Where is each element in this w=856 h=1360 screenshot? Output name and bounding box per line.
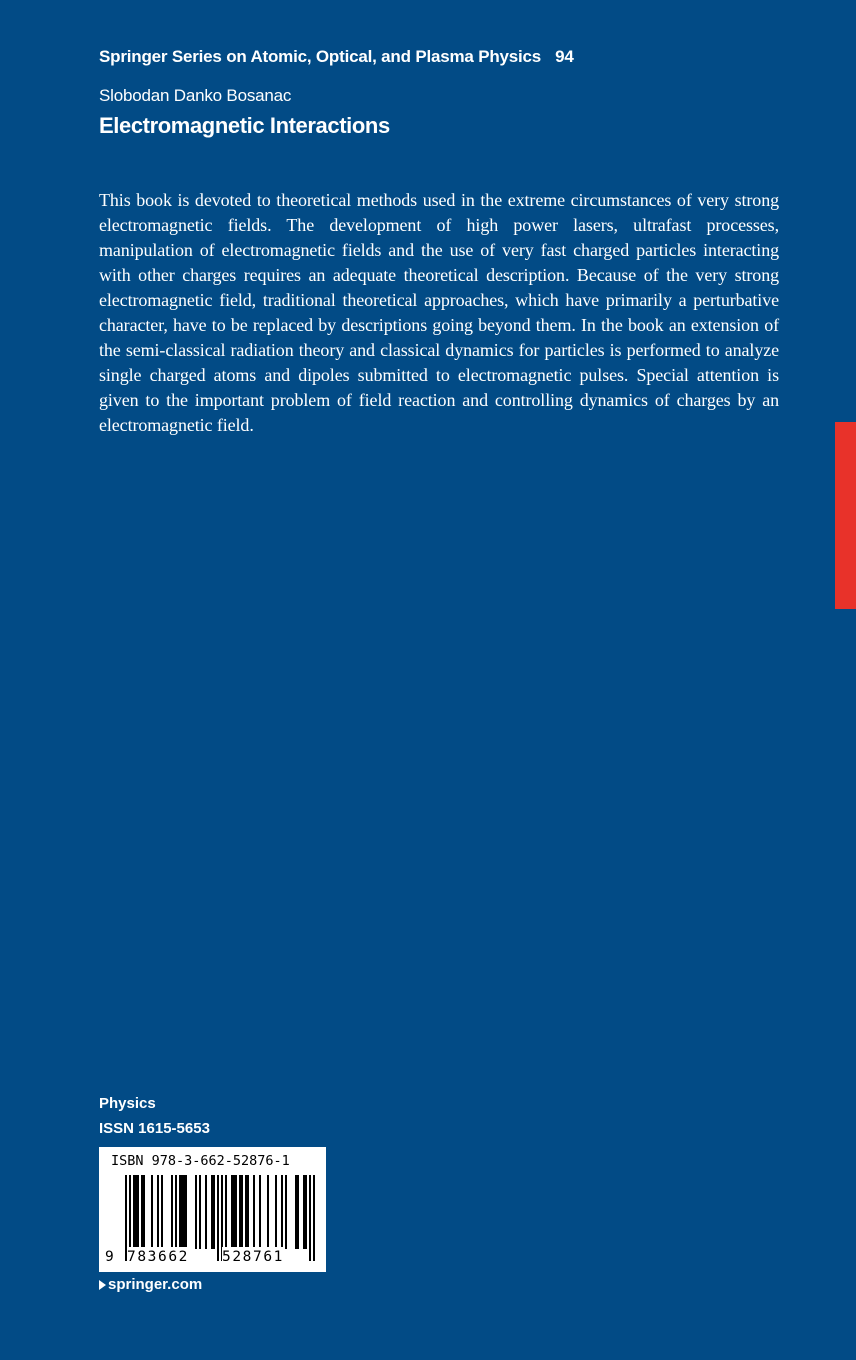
book-title: Electromagnetic Interactions bbox=[99, 113, 390, 138]
barcode-digit-first: 9 bbox=[105, 1249, 116, 1265]
isbn-label: ISBN 978-3-662-52876-1 bbox=[111, 1153, 290, 1169]
barcode-bar bbox=[205, 1175, 207, 1249]
website-link[interactable] bbox=[99, 1276, 202, 1293]
barcode-bar bbox=[185, 1175, 187, 1249]
website-text: springer.com bbox=[108, 1276, 203, 1293]
barcode-bar bbox=[297, 1175, 299, 1249]
barcode-bar bbox=[151, 1175, 153, 1249]
barcode-bar bbox=[275, 1175, 277, 1249]
barcode-bar bbox=[245, 1175, 247, 1249]
barcode-bar bbox=[137, 1175, 139, 1249]
barcode-bar bbox=[267, 1175, 269, 1249]
barcode-bar bbox=[181, 1175, 183, 1249]
barcode-bar bbox=[281, 1175, 283, 1249]
series-name: Springer Series on Atomic, Optical, and Plasma Physics bbox=[99, 47, 542, 66]
barcode-bar bbox=[285, 1175, 287, 1249]
barcode-digits-right: 528761 bbox=[222, 1249, 284, 1265]
issn-label: ISSN 1615-5653 bbox=[99, 1120, 210, 1137]
barcode-bar bbox=[143, 1175, 145, 1249]
barcode-bar bbox=[303, 1175, 305, 1249]
barcode-bar bbox=[183, 1175, 185, 1249]
barcode-bar bbox=[235, 1175, 237, 1249]
barcode-bar bbox=[195, 1175, 197, 1249]
barcode-bar bbox=[175, 1175, 177, 1249]
barcode-bar bbox=[133, 1175, 135, 1249]
barcode-bar bbox=[211, 1175, 213, 1249]
barcode-bar bbox=[199, 1175, 201, 1249]
barcode-bar bbox=[157, 1175, 159, 1249]
barcode-bar bbox=[253, 1175, 255, 1249]
arrow-right-icon bbox=[99, 1280, 106, 1290]
barcode-bar bbox=[171, 1175, 173, 1249]
series-line bbox=[99, 47, 574, 67]
barcode-bar bbox=[225, 1175, 227, 1249]
book-description: This book is devoted to theoretical methods used in the extreme circumstances of very strong electromagnetic fields. The development of high power lasers, ultrafast processes, manipulation of electromagnetic fields and the use of very fast charged particles interacting with other charges requires an adequate theoretical description. Because of the very strong electromagnetic field, traditional theoretical approaches, which have primarily a perturbative character, have to be replaced by descriptions going beyond them. In the book an extension of the semi-classical radiation theory and classical dynamics for particles is performed to analyze single charged atoms and dipoles submitted to electromagnetic pulses. Special attention is given to the important problem of field reaction and controlling dynamics of charges by an electromagnetic field. bbox=[99, 190, 779, 435]
barcode-digits bbox=[105, 1247, 320, 1267]
barcode-digits-left: 783662 bbox=[127, 1249, 189, 1265]
accent-tab bbox=[835, 422, 856, 609]
barcode-panel bbox=[99, 1147, 326, 1272]
barcode-bar bbox=[213, 1175, 215, 1249]
barcode-bar bbox=[161, 1175, 163, 1249]
barcode-bar bbox=[305, 1175, 307, 1249]
author-name: Slobodan Danko Bosanac bbox=[99, 86, 292, 105]
barcode-bar bbox=[231, 1175, 233, 1249]
barcode-bar bbox=[241, 1175, 243, 1249]
barcode-bar bbox=[247, 1175, 249, 1249]
subject-label: Physics bbox=[99, 1095, 156, 1112]
barcode-bar bbox=[295, 1175, 297, 1249]
barcode-bar bbox=[239, 1175, 241, 1249]
barcode-bar bbox=[135, 1175, 137, 1249]
barcode-bar bbox=[141, 1175, 143, 1249]
volume-number: 94 bbox=[555, 47, 574, 66]
barcode-bar bbox=[233, 1175, 235, 1249]
barcode-bar bbox=[179, 1175, 181, 1249]
barcode-bar bbox=[259, 1175, 261, 1249]
